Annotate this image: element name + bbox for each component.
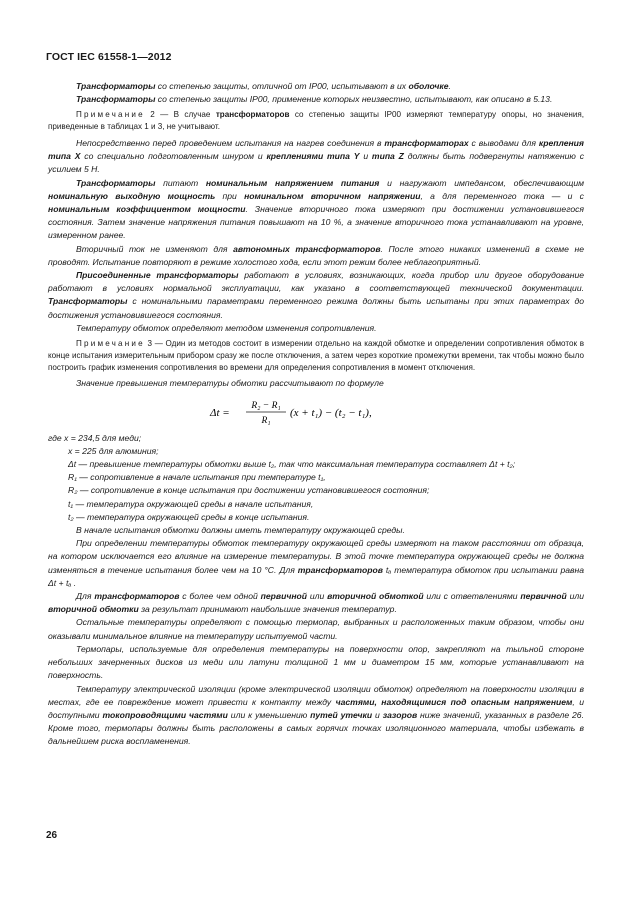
paragraph: Вторичный ток не изменяют для автономных трансформаторов. После этого никаких изменений в схеме не проводят. Испытание повторяют в режиме холостого хода, если этот режим более неблагоприятный. (48, 243, 585, 267)
formula-rhs: (x + t₁) − (t₂ − t₁), (290, 406, 372, 419)
where-line: Δt — превышение температуры обмотки выше t₂, так что максимальная температура составляет Δt + t₂; (68, 459, 516, 470)
formula-denominator: R₁ (261, 415, 271, 426)
where-line: x = 225 для алюминия; (68, 445, 159, 456)
paragraph: Присоединенные трансформаторы работают в условиях, возникающих, когда прибор или другое оборудование работают в условиях нормальной эксплуатации, как указано в соответствующей технической документации. Трансформаторы с номинальными параметрами переменного режима должны быть испытаны при этих параметрах до достижения установившегося состояния. (48, 270, 585, 320)
page-number: 26 (46, 830, 58, 841)
paragraph: Остальные температуры определяют с помощью термопар, выбранных и расположенных таким образом, чтобы они оказывали минимальное влияние на температуру испытуемой части. (48, 617, 584, 641)
document-header: ГОСТ IEC 61558-1—2012 (46, 51, 172, 63)
where-line: R₂ — сопротивление в конце испытания при достижении установившегося состояния; (68, 485, 430, 496)
paragraph: Трансформаторы со степенью защиты, отличной от IP00, испытывают в их оболочке. (76, 81, 451, 91)
where-line: R₁ — сопротивление в начале испытания при температуре t₁, (68, 472, 326, 483)
formula-numerator: R₂ − R₁ (251, 400, 281, 411)
formula (48, 397, 584, 425)
note: Примечание 3 — Один из методов состоит в измерении отдельно на каждой обмотке и определении сопротивления обмоток в конце испытания измерительным прибором сразу же после отключения, а затем через короткие промежутки времени, так чтобы можно было построить график изменения сопротивления во времени для определения сопротивления в момент отключения. (48, 339, 584, 372)
paragraph: Термопары, используемые для определения температуры на поверхности опор, закрепляют на тыльной стороне небольших зачерненных дисков из меди или латуни толщиной 1 мм и диаметром 15 мм, которые устанавливают на поверхность. (48, 643, 584, 681)
paragraph: Непосредственно перед проведением испытания на нагрев соединения в трансформаторах с выводами для крепления типа X со специально подготовленным шнуром и креплениями типа Y и типа Z должны быть подвергнуты натяжению с усилием 5 Н. (48, 138, 584, 175)
paragraph: В начале испытания обмотки должны иметь температуру окружающей среды. (76, 525, 405, 536)
formula-lhs: Δt = (210, 406, 230, 419)
paragraph: Для трансформаторов с более чем одной первичной или вторичной обмоткой или с ответвлениями первичной или вторичной обмотки за результат принимают наибольшие значения температур. (48, 591, 584, 615)
where-line: где x = 234,5 для меди; (48, 432, 142, 443)
paragraph: Трансформаторы со степенью защиты IP00, применение которых неизвестно, испытывают, как описано в 5.13. (76, 94, 553, 105)
note: Примечание 2 — В случае трансформаторов со степенью защиты IP00 измеряют температуру опоры, но значения, приведенные в таблицах 1 и 3, не учитывают. (48, 110, 584, 132)
paragraph: Трансформаторы питают номинальным напряжением питания и нагружают импедансом, обеспечивающим номинальную выходную мощность при номинальном вторичном напряжении, а для переменного тока — и с номинальным коэффициентом мощности. Значение вторичного тока измеряют при достижении установившегося состояния. Затем значение напряжения питания повышают на 10 %, а значение вторичного тока устанавливают на уровне, измеренном ранее. (48, 177, 585, 241)
where-line: t₁ — температура окружающей среды в начале испытания, (68, 498, 314, 509)
document-body (48, 80, 584, 749)
paragraph: Значение превышения температуры обмотки рассчитывают по формуле (76, 378, 384, 389)
where-line: t₂ — температура окружающей среды в конце испытания. (68, 511, 310, 522)
paragraph: Температуру обмоток определяют методом изменения сопротивления. (76, 322, 377, 333)
paragraph: При определении температуры обмоток температуру окружающей среды измеряют на таком расстоянии от образца, на котором исключается его влияние на измерение температуры. В этой точке температура окружающей среды не должна изменяться в течение испытания более чем на 10 °С. Для трансформаторов tₐ температура обмоток при испытании равна Δt + tₐ . (48, 538, 585, 588)
paragraph: Температуру электрической изоляции (кроме электрической изоляции обмоток) определяют на поверхности изоляции в местах, где ее повреждение может привести к контакту между частями, находящимися под опасным напряжением, и доступными токопроводящими частями или к уменьшению путей утечки и зазоров ниже значений, указанных в разделе 26. Кроме того, термопары должны быть расположены в самых горячих точках изоляционного материала, чтобы избежать в дальнейшем риска воспламенения. (48, 683, 584, 747)
